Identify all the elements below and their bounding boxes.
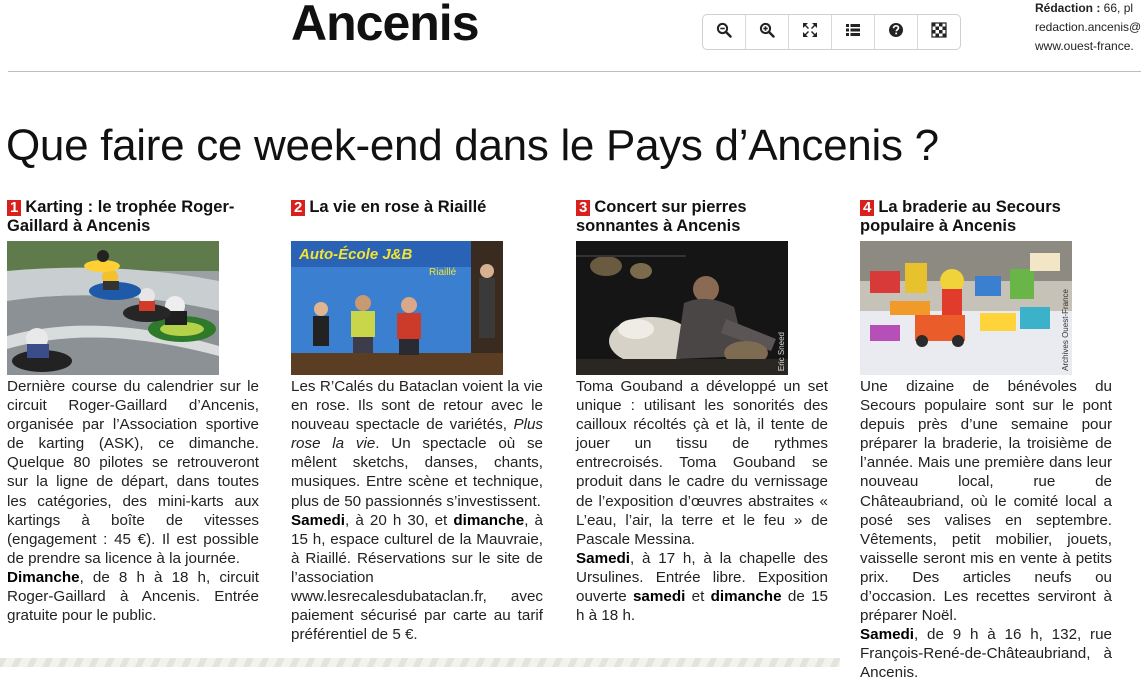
article-paragraph: Les R’Calés du Bataclan voient la vie en rose. Ils sont de retour avec le nouveau spectacle de variétés, — [291, 378, 543, 434]
article-braderie — [860, 198, 1112, 683]
article-title-text: La vie en rose à Riaillé — [309, 198, 487, 216]
theatre-photo — [291, 241, 503, 375]
zoom-out-button[interactable] — [703, 15, 746, 49]
checkerboard-button[interactable] — [918, 15, 960, 49]
article-title — [7, 198, 259, 238]
redaction-address: 66, pl — [1100, 1, 1134, 15]
article-karting — [7, 198, 259, 625]
article-number-badge: 1 — [7, 200, 21, 216]
masthead — [0, 0, 1141, 72]
karting-photo — [7, 241, 219, 375]
article-title — [860, 198, 1112, 238]
article-title-text: Concert sur pierres sonnantes à Ancenis — [576, 198, 747, 235]
article-day: samedi — [632, 588, 686, 606]
concert-photo — [576, 241, 788, 375]
article-practical-info: et — [685, 588, 711, 606]
braderie-photo — [860, 241, 1072, 375]
help-icon — [888, 22, 904, 43]
zoom-out-icon — [716, 22, 732, 43]
zoom-in-button[interactable] — [746, 15, 789, 49]
article-title — [291, 198, 543, 238]
article-day: Samedi — [576, 549, 631, 567]
article-day: dimanche — [453, 511, 525, 529]
article-practical-info: , à 17 h, à la chapelle des Ursulines. Entrée libre. Exposition ouverte — [576, 549, 828, 606]
article-number-badge: 3 — [576, 200, 590, 216]
article-concert — [576, 198, 828, 625]
article-body — [576, 377, 828, 625]
article-body — [7, 377, 259, 625]
article-practical-info: de 15 h à 18 h. — [576, 588, 828, 625]
article-body — [291, 377, 543, 644]
city-title: Ancenis — [291, 0, 479, 51]
list-button[interactable] — [832, 15, 875, 49]
article-practical-info: , à 15 h, espace culturel de la Mauvraie, à Riaillé. Réservations sur le site de l’association www.lesrecalesdubataclan.fr, avec paiement sécurisé par carte au tarif préférentiel de 5 €. — [291, 511, 544, 644]
fullscreen-button[interactable] — [789, 15, 832, 49]
checkerboard-icon — [931, 22, 947, 43]
show-title: Plus rose la vie — [291, 416, 543, 453]
article-number-badge: 4 — [860, 200, 874, 216]
article-paragraph: Toma Gouband a développé un set unique : utilisant les sonorités des cailloux récoltés çà et là, il tente de jouer un tissu de rythmes entrecroisés. Toma Gouband se produit dans le cadre du vernissage de l’exposition d’œuvres abstraites « L’eau, l’air, la terre et le feu » de Pascale Messina. — [576, 378, 828, 548]
photo-sign-text: Auto-École J&B — [299, 246, 413, 263]
photo-sign-subtext: Riaillé — [429, 267, 457, 278]
article-number-badge: 2 — [291, 200, 305, 216]
photo-credit: Archives Ouest-France — [1061, 289, 1070, 371]
article-paragraph: Dernière course du calendrier sur le circuit Roger-Gaillard d’Ancenis, organisée par l’Association sportive de karting (ASK), ce dimanche. Quelque 80 pilotes se retrouveront sur la ligne de départ, dans toutes les catégories, des mini-karts aux kartings à boîte de vitesses (engagement : 45 €). Il est possible de prendre sa licence à la journée. — [7, 378, 259, 567]
viewer-toolbar — [702, 14, 961, 50]
article-paragraph: Une dizaine de bénévoles du Secours populaire sont sur le pont depuis près d’une semaine pour préparer la braderie, la troisième de l’année. Mais une première dans leur nouveau local, rue de Châteaubriand, où le comité local a posé ses valises en septembre. Vêtements, petit mobilier, jouets, vaisselle seront mis en vente à petits prix. Des articles neufs ou d’occasion. Les recettes serviront à préparer Noël. — [860, 378, 1112, 625]
page-bottom-strip — [0, 658, 840, 667]
article-title-text: La braderie au Secours populaire à Ancenis — [860, 198, 1061, 235]
page-headline: Que faire ce week-end dans le Pays d’Ancenis ? — [6, 121, 939, 170]
article-practical-info: , de 8 h à 18 h, circuit Roger-Gaillard à Ancenis. Entrée gratuite pour le public. — [7, 568, 259, 625]
article-practical-info: , de 9 h à 16 h, 132, rue François-René-de-Châteaubriand, à Ancenis. — [860, 626, 1112, 682]
photo-credit: Eric Sneed — [777, 331, 786, 371]
article-day: Dimanche — [7, 568, 80, 586]
fullscreen-icon — [802, 22, 818, 43]
article-day: Samedi — [860, 626, 915, 644]
redaction-email[interactable]: redaction.ancenis@ — [1035, 20, 1141, 34]
redaction-website[interactable]: www.ouest-france. — [1035, 39, 1134, 53]
masthead-divider — [8, 71, 1141, 72]
help-button[interactable] — [875, 15, 918, 49]
article-title — [576, 198, 828, 238]
article-day: Samedi — [291, 511, 346, 529]
article-practical-info: , à 20 h 30, et — [345, 511, 454, 529]
article-title-text: Karting : le trophée Roger-Gaillard à Ancenis — [7, 198, 235, 235]
list-icon — [845, 22, 861, 43]
article-body — [860, 377, 1112, 683]
article-paragraph-cont: . Un spectacle où se mêlent sketchs, danses, chants, musiques. Entre scène et technique, plus de 50 passionnés s’investissent. — [291, 435, 543, 510]
redaction-label: Rédaction : — [1035, 1, 1101, 15]
redaction-info — [1035, 0, 1141, 56]
article-day: dimanche — [710, 588, 782, 606]
zoom-in-icon — [759, 22, 775, 43]
article-vie-en-rose — [291, 198, 543, 644]
